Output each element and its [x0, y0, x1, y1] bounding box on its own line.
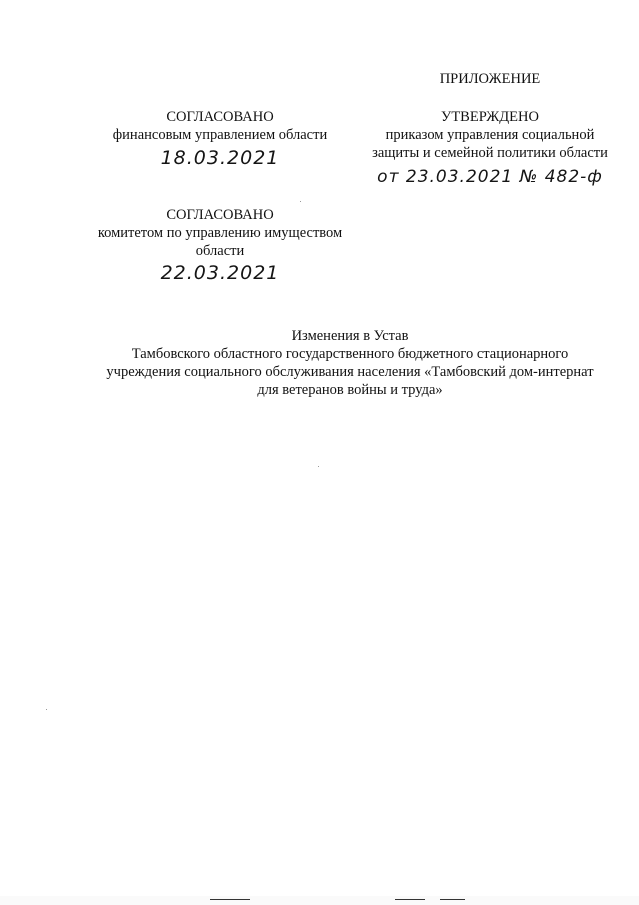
approved-authority-line2: защиты и семейной политики области [372, 145, 608, 161]
approval-finance-handwritten-date: 18.03.2021 [160, 147, 280, 169]
scan-artifact-dash [210, 899, 250, 900]
approval-finance-block [90, 108, 350, 169]
approved-label: УТВЕРЖДЕНО [441, 109, 539, 125]
approved-authority-line1: приказом управления социальной [385, 127, 595, 143]
approval-property-block [70, 206, 370, 284]
scan-speck [300, 201, 301, 202]
approval-property-handwritten-date: 22.03.2021 [160, 262, 280, 284]
title-line-1: Изменения в Устав [291, 328, 409, 344]
appendix-header [420, 70, 560, 88]
approval-property-authority-line2: области [195, 243, 245, 259]
title-line-2: Тамбовского областного государственного бюджетного стационарного [131, 346, 569, 362]
title-line-3: учреждения социального обслуживания населения «Тамбовский дом-интернат [106, 364, 594, 380]
scan-bottom-edge [0, 896, 639, 905]
approval-property-authority-line1: комитетом по управлению имуществом [97, 225, 343, 241]
approval-finance-authority: финансовым управлением области [112, 127, 328, 143]
document-title [60, 327, 639, 399]
scan-artifact-dash [395, 899, 425, 900]
approval-property-label: СОГЛАСОВАНО [166, 207, 274, 223]
title-line-4: для ветеранов войны и труда» [257, 382, 443, 398]
appendix-label: ПРИЛОЖЕНИЕ [439, 71, 541, 87]
approval-finance-label: СОГЛАСОВАНО [166, 109, 274, 125]
scan-artifact-dash [440, 899, 465, 900]
approved-block [355, 108, 625, 188]
scan-speck [46, 709, 47, 710]
scan-speck [318, 466, 319, 467]
approved-handwritten-order: от 23.03.2021 № 482-ф [377, 167, 603, 187]
